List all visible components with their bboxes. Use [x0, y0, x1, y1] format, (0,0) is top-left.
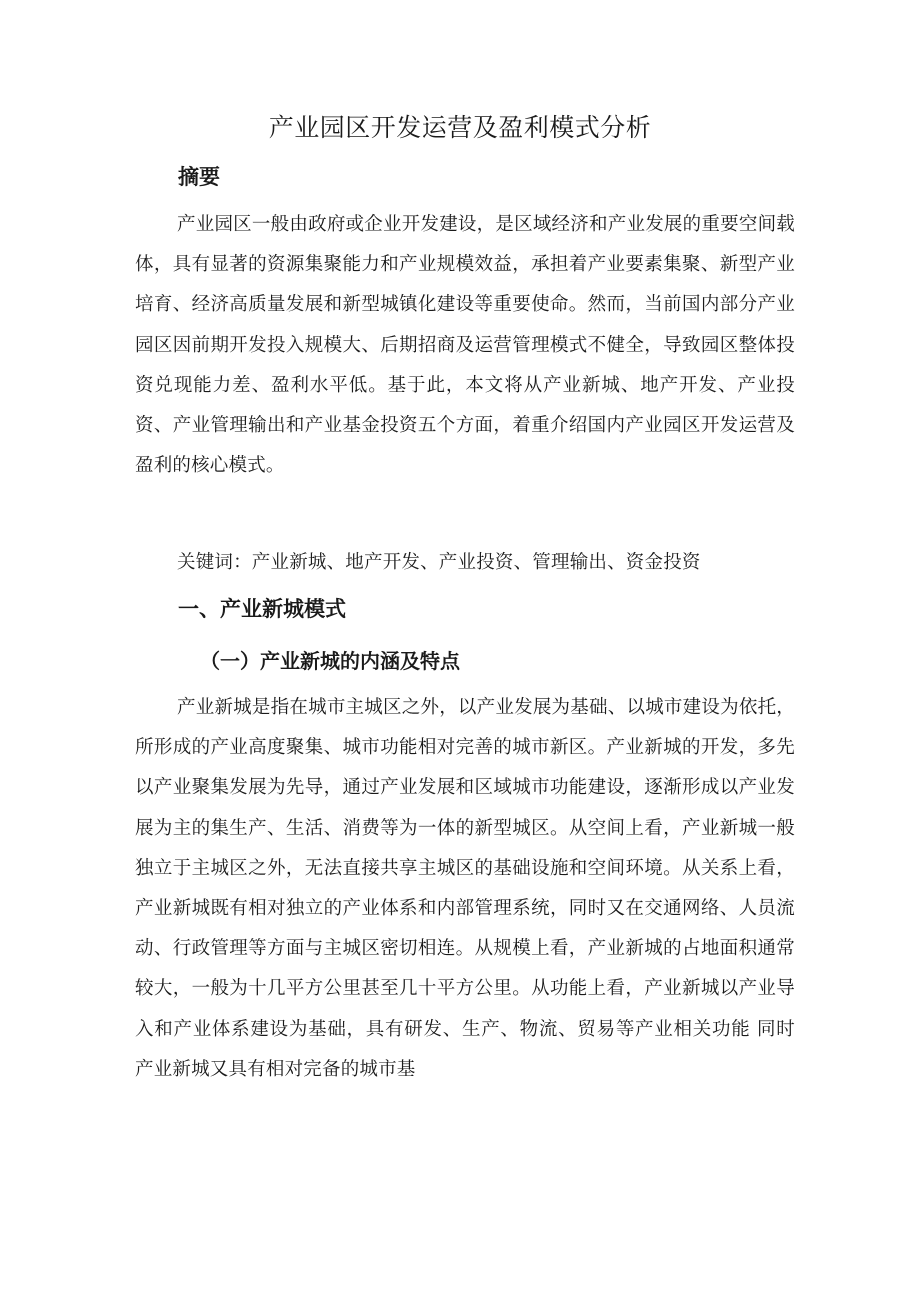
abstract-paragraph: 产业园区一般由政府或企业开发建设，是区域经济和产业发展的重要空间载体，具有显著的资源集聚能力和产业规模效益，承担着产业要素集聚、新型产业培育、经济高质量发展和新型城镇化建设等重要使命。然而，当前国内部分产业园区因前期开发投入规模大、后期招商及运营管理模式不健全，导致园区整体投资兑现能力差、盈利水平低。基于此，本文将从产业新城、地产开发、产业投资、产业管理输出和产业基金投资五个方面，着重介绍国内产业园区开发运营及盈利的核心模式。	[135, 214, 795, 477]
keywords-line: 关键词：产业新城、地产开发、产业投资、管理输出、资金投资	[177, 552, 701, 573]
section-heading: 一、产业新城模式	[178, 597, 346, 621]
document-title: 产业园区开发运营及盈利模式分析	[268, 113, 652, 142]
abstract-heading: 摘要	[178, 165, 220, 189]
subsection-heading: （一）产业新城的内涵及特点	[200, 649, 460, 673]
body-paragraph: 产业新城是指在城市主城区之外，以产业发展为基础、以城市建设为依托，所形成的产业高度聚集、城市功能相对完善的城市新区。产业新城的开发，多先以产业聚集发展为先导，通过产业发展和区域城市功能建设，逐渐形成以产业发展为主的集生产、生活、消费等为一体的新型城区。从空间上看，产业新城一般独立于主城区之外，无法直接共享主城区的基础设施和空间环境。从关系上看，产业新城既有相对独立的产业体系和内部管理系统，同时又在交通网络、人员流动、行政管理等方面与主城区密切相连。从规模上看，产业新城的占地面积通常较大，一般为十几平方公里甚至几十平方公里。从功能上看，产业新城以产业导入和产业体系建设为基础，具有研发、生产、物流、贸易等产业相关功能 同时产业新城又具有相对完备的城市基	[135, 697, 795, 1080]
